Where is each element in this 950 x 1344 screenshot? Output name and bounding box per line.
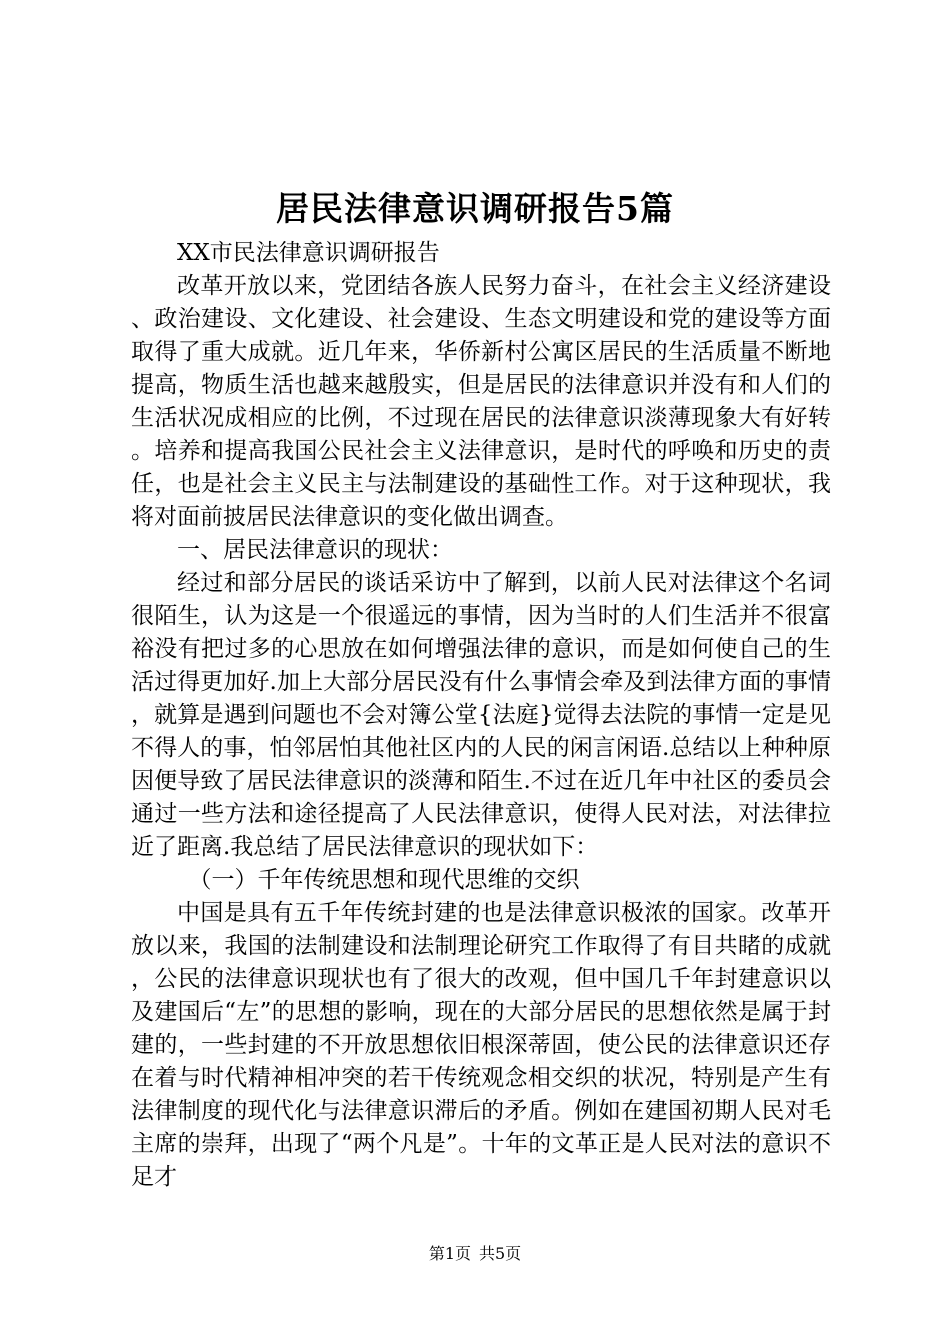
page-footer xyxy=(0,1243,950,1265)
paragraph-tradition: 中国是具有五千年传统封建的也是法律意识极浓的国家。改革开放以来，我国的法制建设和法制理论研究工作取得了有目共睹的成就，公民的法律意识现状也有了很大的改观，但中国几千年封建意识以及建国后“左”的思想的影响，现在的大部分居民的思想依然是属于封建的，一些封建的不开放思想依旧根深蒂固，使公民的法律意识还存在着与时代精神相冲突的若干传统观念相交织的状况，特别是产生有法律制度的现代化与法律意识滞后的矛盾。例如在建国初期人民对毛主席的崇拜，出现了“两个凡是”。十年的文革正是人民对法的意识不足才 xyxy=(131,900,831,1190)
page-number: 第1页 xyxy=(428,1244,471,1263)
report-subtitle: XX市民法律意识调研报告 xyxy=(177,240,440,266)
section-heading-status: 一、居民法律意识的现状： xyxy=(177,537,453,563)
page-total: 共5页 xyxy=(479,1244,522,1263)
paragraph-intro: 改革开放以来，党团结各族人民努力奋斗，在社会主义经济建设、政治建设、文化建设、社会建设、生态文明建设和党的建设等方面取得了重大成就。近几年来，华侨新村公寓区居民的生活质量不断地提高，物质生活也越来越殷实，但是居民的法律意识并没有和人们的生活状况成相应的比例，不过现在居民的法律意识淡薄现象大有好转。培养和提高我国公民社会主义法律意识，是时代的呼唤和历史的责任，也是社会主义民主与法制建设的基础性工作。对于这种现状，我将对面前披居民法律意识的变化做出调查。 xyxy=(131,273,831,530)
document-body xyxy=(131,237,831,1194)
subsection-heading-tradition: （一）千年传统思想和现代思维的交织 xyxy=(188,867,580,893)
document-title: 居民法律意识调研报告5篇 xyxy=(276,189,674,228)
paragraph-status: 经过和部分居民的谈话采访中了解到，以前人民对法律这个名词很陌生，认为这是一个很遥远的事情，因为当时的人们生活并不很富裕没有把过多的心思放在如何增强法律的意识，而是如何使自己的生活过得更加好.加上大部分居民没有什么事情会牵及到法律方面的事情，就算是遇到问题也不会对簿公堂{法庭}觉得去法院的事情一定是见不得人的事，怕邻居怕其他社区内的人民的闲言闲语.总结以上种种原因便导致了居民法律意识的淡薄和陌生.不过在近几年中社区的委员会通过一些方法和途径提高了人民法律意识，使得人民对法，对法律拉近了距离.我总结了居民法律意识的现状如下： xyxy=(131,570,831,860)
